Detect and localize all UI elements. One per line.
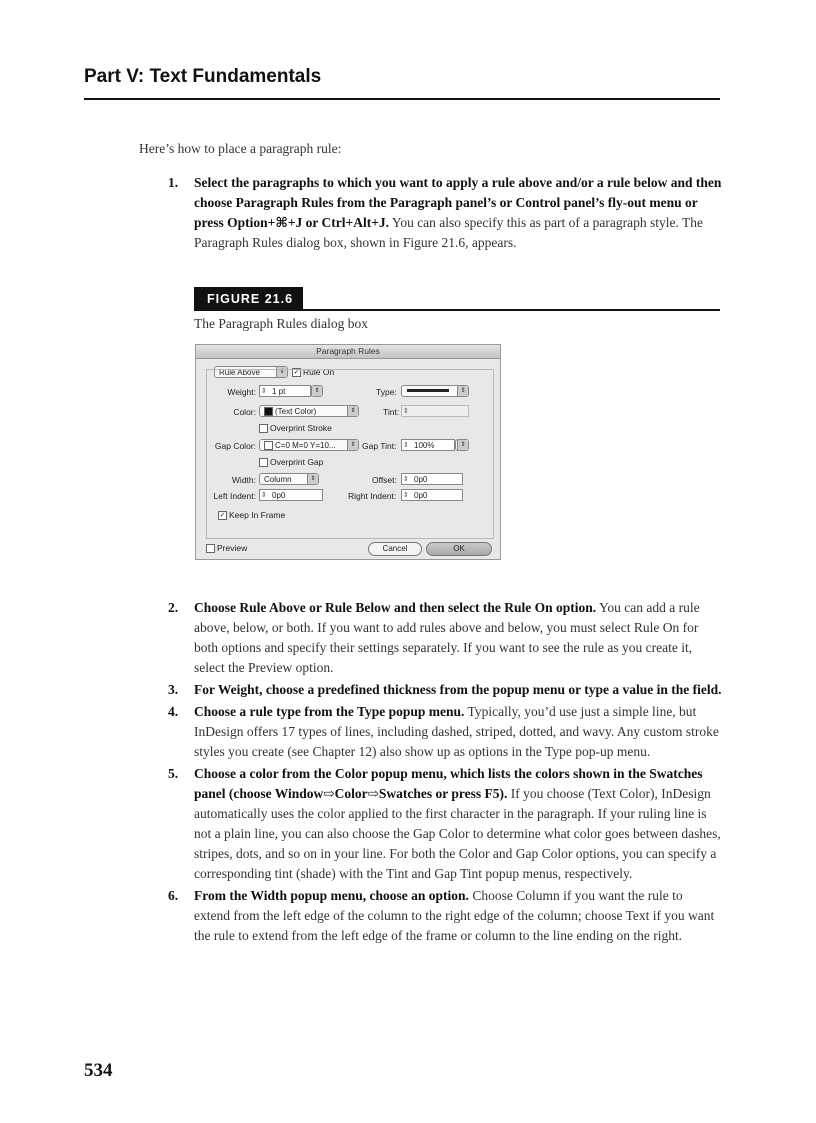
left-indent-value: 0p0 [272,491,286,500]
overprint-stroke-label: Overprint Stroke [270,423,332,433]
running-header: Part V: Text Fundamentals [84,66,322,87]
cancel-button[interactable]: Cancel [368,542,422,556]
rule-position-value: Rule Above [219,368,260,377]
gap-color-value: C=0 M=0 Y=10... [275,441,336,450]
step-number: 6. [168,888,179,903]
step-number: 3. [168,682,179,697]
overprint-gap-label: Overprint Gap [270,457,324,467]
weight-label: Weight: [227,387,256,397]
keep-in-frame-label: Keep In Frame [229,510,286,520]
rule-settings-group [206,369,494,539]
rule-on-label: Rule On [303,367,335,377]
color-value: (Text Color) [275,407,317,416]
stepper-icon: ⇕ [403,442,409,449]
chevron-updown-icon: ⇕ [457,440,468,450]
step-instruction: Select the paragraphs to which you want to apply a rule above and/or a rule below and then choose Paragraph Rules from the Paragraph panel’s or Control panel’s fly-out menu or press Option+⌘+J or Ctrl+Alt+J. [194,175,722,230]
chevron-updown-icon: ⇕ [457,386,468,396]
step-number: 4. [168,704,179,719]
step-number: 2. [168,600,179,615]
figure-label: FIGURE 21.6 [194,287,303,311]
step-instruction: From the Width popup menu, choose an option. [194,888,469,903]
left-indent-label: Left Indent: [213,491,256,501]
preview-label: Preview [217,543,248,553]
list-item [150,680,722,700]
preview-checkbox[interactable] [206,543,247,553]
offset-label: Offset: [372,475,397,485]
chevron-updown-icon: ⇕ [311,386,322,396]
step-detail: If you choose (Text Color), InDesign automatically uses the color applied to the first character in the paragraph. If your ruling line is not a plain line, you can also choose the Gap Color to determine what color goes between dashes, stripes, dots, and so on in your line. For both the Color and Gap Color options, you can specify a corresponding tint (shade) with the Tint and Gap Tint popup menus, respectively. [194,786,721,881]
steps-list-bottom [150,598,722,948]
list-item [150,764,722,884]
step-detail: You can also specify this as part of a paragraph style. The Paragraph Rules dialog box, shown in Figure 21.6, appears. [194,215,703,250]
step-instruction: Choose Rule Above or Rule Below and then select the Rule On option. [194,600,597,615]
stepper-icon: ⇕ [403,492,409,499]
checkmark-icon: ✓ [219,512,226,520]
figure-rule [194,309,720,311]
right-indent-label: Right Indent: [348,491,397,501]
intro-paragraph: Here’s how to place a paragraph rule: [139,141,342,156]
checkmark-icon: ✓ [293,369,300,377]
step-detail: You can add a rule above, below, or both. If you want to add rules above and below, you must select Rule On for both options and specify their settings separately. If you want to see the rule as you create it, select the Preview option. [194,600,700,675]
figure-caption: The Paragraph Rules dialog box [194,316,368,331]
step-detail: Choose Column if you want the rule to extend from the left edge of the column to the right edge of the column; choose Text if you want the rule to extend from the left edge of the frame or column to the line ending on the right. [194,888,715,943]
page-number: 534 [84,1060,113,1081]
tint-label: Tint: [383,407,400,417]
stepper-icon: ⇕ [261,388,267,395]
type-label: Type: [376,387,397,397]
stepper-icon: ⇕ [403,408,409,415]
width-label: Width: [231,475,256,485]
gap-color-label: Gap Color: [214,441,256,451]
gap-tint-value: 100% [414,441,435,450]
stepper-icon: ⇕ [403,476,409,483]
checkbox-box [206,544,215,553]
color-label: Color: [233,407,256,417]
step-number: 5. [168,766,179,781]
list-item [150,598,722,678]
chevron-updown-icon: ⇕ [276,367,287,377]
chevron-updown-icon: ⇕ [347,440,358,450]
steps-list-top [150,173,722,253]
offset-value: 0p0 [414,475,428,484]
list-item [150,702,722,762]
header-rule [84,98,720,100]
right-indent-value: 0p0 [414,491,428,500]
ok-button[interactable]: OK [426,542,492,556]
paragraph-rules-dialog [195,344,501,560]
step-instruction: Choose a color from the Color popup menu, which lists the colors shown in the Swatches panel (choose Window⇨Color⇨Swatches or press F5). [194,766,703,801]
dialog-title: Paragraph Rules [196,345,500,359]
step-detail: Typically, you’d use just a simple line, but InDesign offers 17 types of lines, including dashed, striped, dotted, and wavy. Any custom stroke styles you create (see Chapter 12) also show up as options in the Type pop-up menu. [194,704,719,759]
step-instruction: For Weight, choose a predefined thickness from the popup menu or type a value in the field. [194,682,722,697]
chevron-updown-icon: ⇕ [347,406,358,416]
stepper-icon: ⇕ [261,492,267,499]
chevron-updown-icon: ⇕ [307,474,318,484]
list-item [150,886,722,946]
step-number: 1. [168,175,179,190]
width-value: Column [264,475,292,484]
list-item [150,173,722,253]
gap-tint-label: Gap Tint: [362,441,397,451]
weight-value: 1 pt [272,387,286,396]
step-instruction: Choose a rule type from the Type popup menu. [194,704,465,719]
